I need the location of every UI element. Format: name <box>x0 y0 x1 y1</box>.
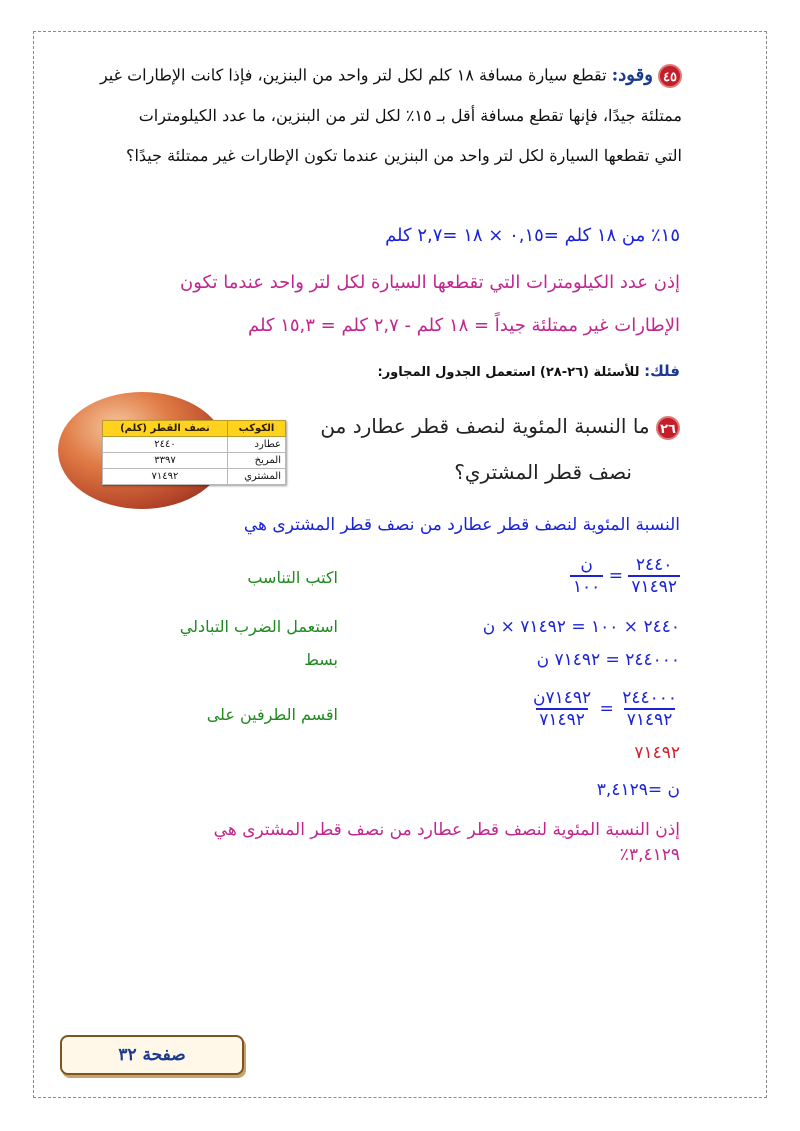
fraction-right: $\frac{\text{ن}}{١٠٠}$ <box>570 555 603 597</box>
answer-45-calculation: ١٥٪ من ١٨ كلم =٠,١٥ × ١٨ =٢,٧ كلم <box>385 225 680 246</box>
table-row <box>103 453 286 469</box>
table-cell-planet: المشتري <box>227 469 285 485</box>
answer-26-conclusion-1: إذن النسبة المئوية لنصف قطر عطارد من نصف قطر المشترى هي <box>213 820 680 840</box>
question-text: ما النسبة المئوية لنصف قطر عطارد من <box>320 414 650 438</box>
fraction-left: $\frac{٢٤٤٠}{٧١٤٩٢}$ <box>628 555 680 597</box>
question-text: تقطع سيارة مسافة ١٨ كلم لكل لتر واحد من البنزين، فإذا كانت الإطارات غير <box>99 65 607 85</box>
step-note-cross-multiply: استعمل الضرب التبادلي <box>179 617 338 636</box>
question-number-badge: ٢٦ <box>656 416 680 440</box>
simplify-equation: ٢٤٤٠٠٠ = ٧١٤٩٢ ن <box>536 650 680 670</box>
question-45-line-2: ممتلئة جيدًا، فإنها تقطع مسافة أقل بـ ١٥٪ لكل لتر من البنزين، ما عدد الكيلومترات <box>138 106 682 125</box>
proportion-equation: $\frac{\text{ن}}{١٠٠}$ = $\frac{٢٤٤٠}{٧١٤٩٢}$ <box>570 555 680 597</box>
table-cell-radius: ٣٣٩٧ <box>103 453 228 469</box>
step-note-simplify: بسط <box>304 650 338 669</box>
table-header-radius: نصف القطر (كلم) <box>103 421 228 437</box>
fraction-right: $\frac{\text{٧١٤٩٢ن}}{٧١٤٩٢}$ <box>533 688 592 730</box>
question-number-badge: ٤٥ <box>658 64 682 88</box>
table-row <box>103 437 286 453</box>
section-keyword: فلك: <box>644 362 680 380</box>
table-cell-radius: ٢٤٤٠ <box>103 437 228 453</box>
step-note-divide: اقسم الطرفين على <box>206 705 338 724</box>
table-cell-radius: ٧١٤٩٢ <box>103 469 228 485</box>
result-value: ن =٣,٤١٢٩ <box>596 780 680 800</box>
question-26-line-2: نصف قطر المشتري؟ <box>454 460 632 484</box>
answer-45-conclusion-2: الإطارات غير ممتلئة جيداً = ١٨ كلم - ٢,٧ كلم = ١٥,٣ كلم <box>247 315 680 336</box>
fraction-left: $\frac{٢٤٤٠٠٠}{٧١٤٩٢}$ <box>622 688 677 730</box>
divide-equation: $\frac{\text{٧١٤٩٢ن}}{٧١٤٩٢}$ = $\frac{٢٤٤٠٠٠}{٧١٤٩٢}$ <box>530 688 680 730</box>
answer-45-conclusion-1: إذن عدد الكيلومترات التي تقطعها السيارة لكل لتر واحد عندما تكون <box>180 272 680 293</box>
section-text: للأسئلة (٢٦-٢٨) استعمل الجدول المجاور: <box>377 365 640 380</box>
planet-radius-table <box>102 420 286 485</box>
table-cell-planet: المريخ <box>227 453 285 469</box>
table-header-planet: الكوكب <box>227 421 285 437</box>
question-keyword: وقود: <box>611 64 653 86</box>
table-row <box>103 469 286 485</box>
page-number-label: صفحة ٣٢ <box>60 1035 244 1075</box>
table-cell-planet: عطارد <box>227 437 285 453</box>
question-45-line-3: التي تقطعها السيارة لكل لتر واحد من البنزين عندما تكون الإطارات غير ممتلئة جيدًا؟ <box>125 146 682 165</box>
divisor-value: ٧١٤٩٢ <box>634 743 680 763</box>
answer-26-intro: النسبة المئوية لنصف قطر عطارد من نصف قطر المشترى هي <box>243 515 680 535</box>
section-header <box>378 362 681 380</box>
question-26-line-1 <box>320 414 680 440</box>
question-45-line-1 <box>100 64 682 88</box>
answer-26-conclusion-2: ٣,٤١٢٩٪ <box>619 845 680 865</box>
step-note-proportion: اكتب التناسب <box>247 568 338 587</box>
cross-multiply-equation: ٢٤٤٠ × ١٠٠ = ٧١٤٩٢ × ن <box>482 617 680 637</box>
